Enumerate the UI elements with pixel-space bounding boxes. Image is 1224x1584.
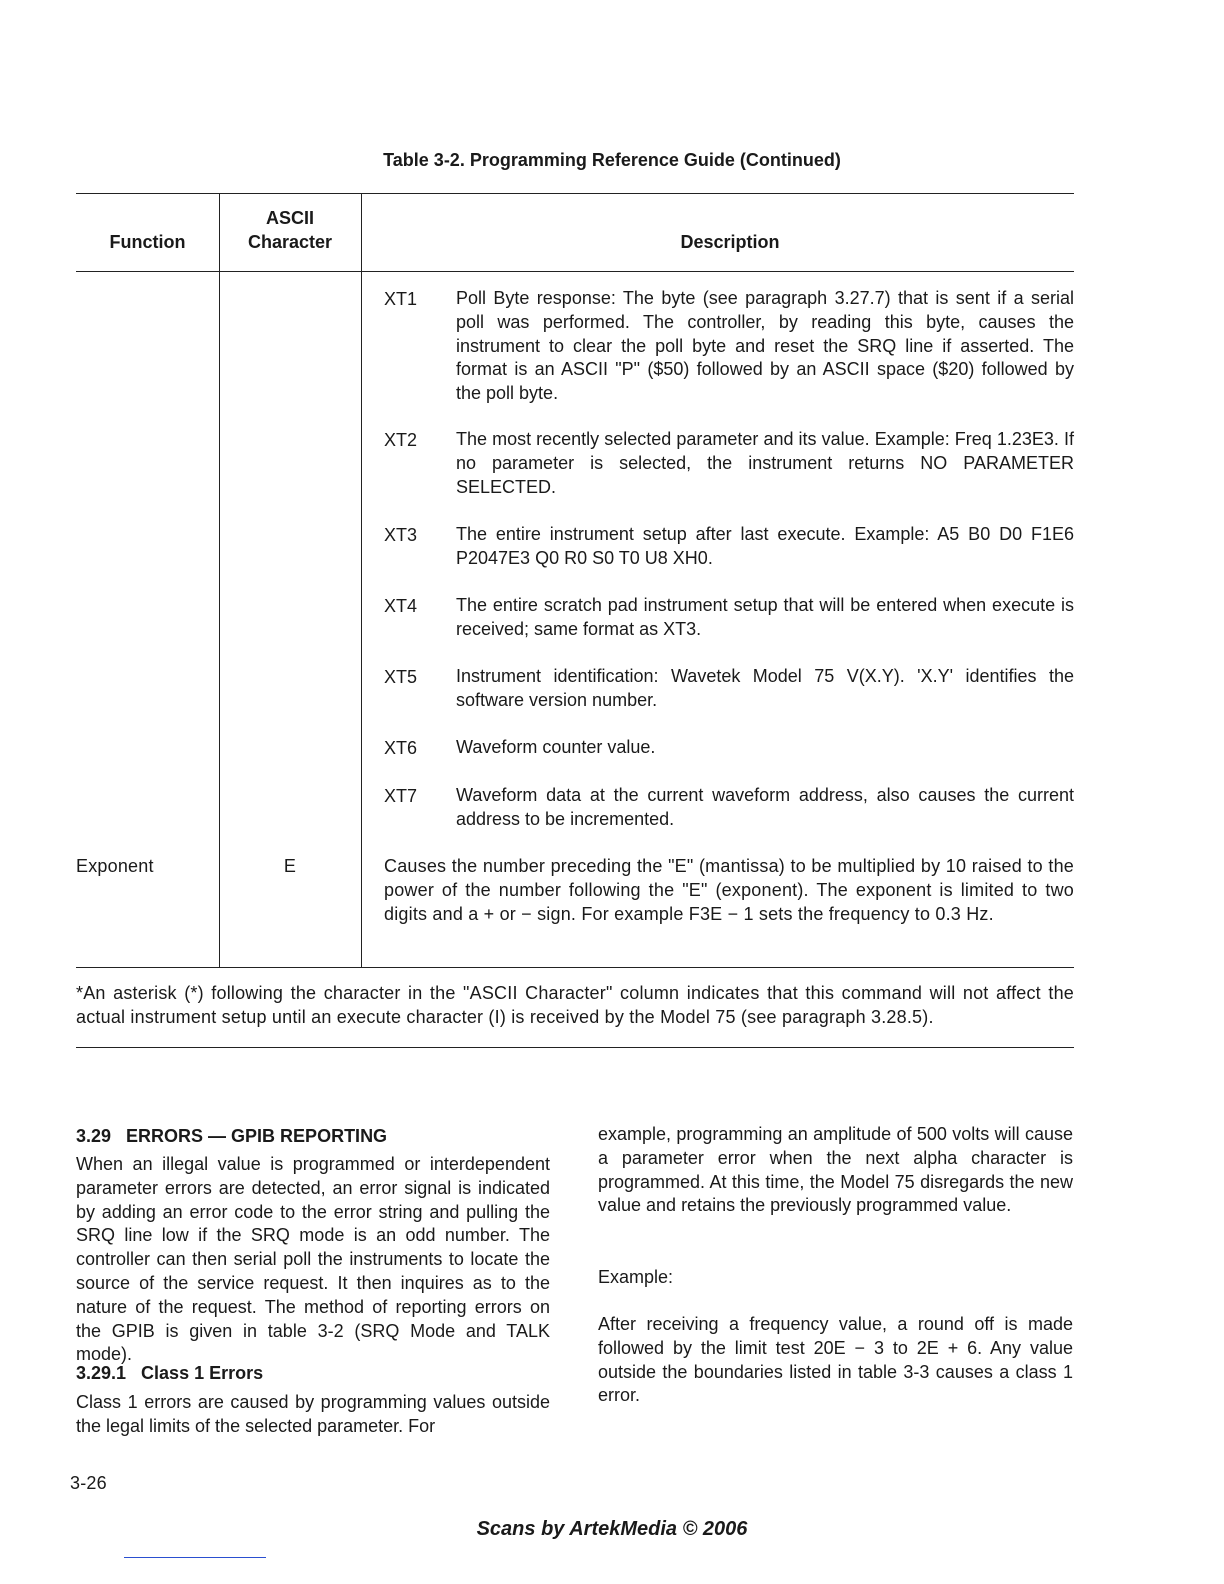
section-paragraph-2: Class 1 errors are caused by programming values outside the legal limits of the selected parameter. For bbox=[76, 1392, 550, 1436]
table-header-rule bbox=[76, 271, 1074, 272]
section-paragraph-4: After receiving a frequency value, a round off is made followed by the limit test 20E − 3 to 2E + 6. Any value outside the boundaries listed in table 3-3 causes a class 1 error. bbox=[598, 1314, 1073, 1406]
exponent-function: Exponent bbox=[76, 856, 154, 876]
table-bottom-rule bbox=[76, 967, 1074, 968]
exponent-description: Causes the number preceding the "E" (mantissa) to be multiplied by 10 raised to the power of the number following the "E" (exponent). The exponent is limited to two digits and a + or − sign. For example F3E − 1 sets the frequency to 0.3 Hz. bbox=[384, 856, 1074, 924]
xt5-code: XT5 bbox=[384, 667, 418, 687]
scan-credit: Scans by ArtekMedia © 2006 bbox=[476, 1518, 748, 1540]
xt2-code: XT2 bbox=[384, 430, 418, 450]
xt4-code: XT4 bbox=[384, 596, 418, 616]
header-ascii-line1: ASCII bbox=[265, 208, 314, 228]
xt1-code: XT1 bbox=[384, 289, 418, 309]
section-paragraph-3: example, programming an amplitude of 500 volts will cause a parameter error when the next alpha character is programmed. At this time, the Model 75 disregards the new value and retains the previously programmed value. bbox=[598, 1124, 1073, 1216]
table-column-divider-2 bbox=[361, 193, 362, 968]
xt2-description: The most recently selected parameter and its value. Example: Freq 1.23E3. If no parameter is selected, the instrument returns NO PARAMETER SELECTED. bbox=[456, 429, 1074, 497]
footnote-rule bbox=[76, 1047, 1074, 1048]
xt1-description: Poll Byte response: The byte (see paragraph 3.27.7) that is sent if a serial poll was performed. The controller, by reading this byte, causes the instrument to clear the poll byte and reset the SRQ line if asserted. The format is an ASCII "P" ($50) followed by an ASCII space ($20) followed by the poll byte. bbox=[456, 288, 1074, 404]
table-caption: Table 3-2. Programming Reference Guide (Continued) bbox=[383, 150, 841, 170]
exponent-ascii: E bbox=[283, 856, 297, 876]
xt3-description: The entire instrument setup after last execute. Example: A5 B0 D0 F1E6 P2047E3 Q0 R0 S0 T0 U8 XH0. bbox=[456, 524, 1074, 568]
subsection-heading: 3.29.1 Class 1 Errors bbox=[76, 1363, 264, 1383]
xt6-description: Waveform counter value. bbox=[456, 737, 656, 757]
page-number: 3-26 bbox=[70, 1473, 107, 1493]
table-footnote: *An asterisk (*) following the character in the "ASCII Character" column indicates that this command will not affect the actual instrument setup until an execute character (I) is received by the Model 75 (see paragraph 3.28.5). bbox=[76, 983, 1074, 1027]
bottom-link-underline bbox=[124, 1557, 266, 1558]
table-column-divider-1 bbox=[219, 193, 220, 968]
xt4-description: The entire scratch pad instrument setup that will be entered when execute is received; same format as XT3. bbox=[456, 595, 1074, 639]
header-ascii-character bbox=[219, 206, 361, 254]
xt5-description: Instrument identification: Wavetek Model 75 V(X.Y). 'X.Y' identifies the software version number. bbox=[456, 666, 1074, 710]
header-function: Function bbox=[109, 232, 186, 252]
header-ascii-line2: Character bbox=[247, 232, 333, 252]
xt7-description: Waveform data at the current waveform address, also causes the current address to be incremented. bbox=[456, 785, 1074, 829]
section-heading: 3.29 ERRORS — GPIB REPORTING bbox=[76, 1126, 388, 1146]
section-paragraph-1: When an illegal value is programmed or interdependent parameter errors are detected, an error signal is indicated by adding an error code to the error string and pulling the SRQ line low if the SRQ mode is an odd number. The controller can then serial poll the instruments to locate the source of the service request. It then inquires as to the nature of the request. The method of reporting errors on the GPIB is given in table 3-2 (SRQ Mode and TALK mode). bbox=[76, 1154, 550, 1365]
table-top-rule bbox=[76, 193, 1074, 194]
header-description: Description bbox=[680, 232, 780, 252]
example-label: Example: bbox=[598, 1267, 674, 1287]
xt3-code: XT3 bbox=[384, 525, 418, 545]
xt6-code: XT6 bbox=[384, 738, 418, 758]
xt7-code: XT7 bbox=[384, 786, 418, 806]
